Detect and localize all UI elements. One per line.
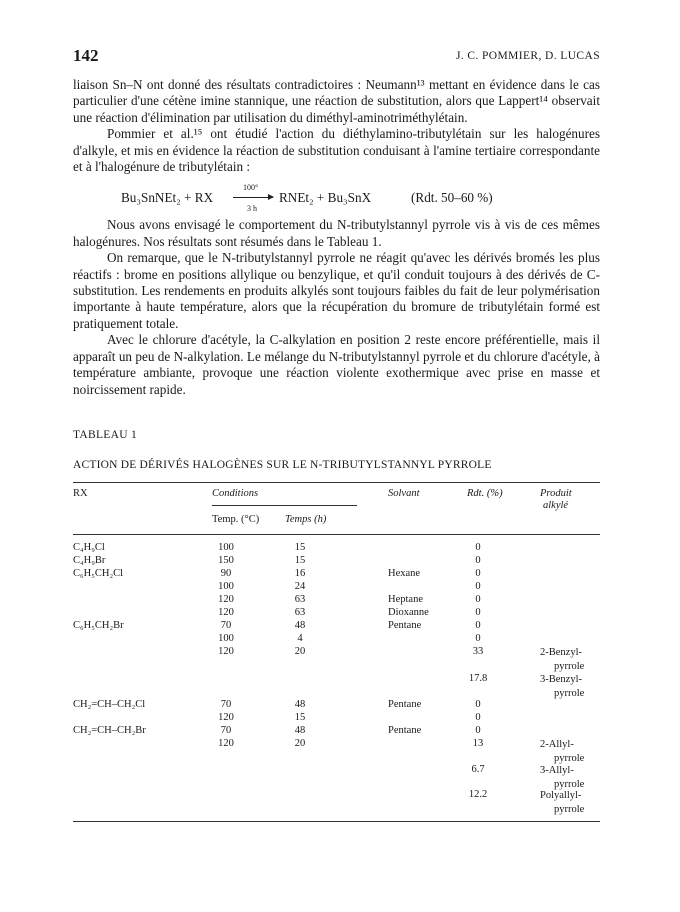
- cell-yield: 13: [472, 738, 484, 749]
- cell-yield: 0: [475, 712, 481, 723]
- cell-time: 15: [294, 542, 306, 553]
- cell-product: [540, 738, 584, 766]
- cell-rx: C₆H₅CH₂Br: [73, 620, 124, 631]
- paragraph-2: Pommier et al.¹⁵ ont étudié l'action du diéthylamino-tributylétain sur les halogénures d'alkyle, et mis en évidence la réaction de substitution conduisant à l'amine tertiaire correspondante et à l'halogénure de tributylétain :: [73, 126, 600, 175]
- body-text: [73, 77, 600, 398]
- cell-time: 48: [294, 725, 306, 736]
- cell-time: 15: [294, 712, 306, 723]
- cell-temp: 100: [218, 581, 234, 592]
- product-name-line-1: Polyallyl-: [540, 790, 582, 801]
- cell-time: 48: [294, 699, 306, 710]
- cell-yield: 0: [475, 555, 481, 566]
- cell-yield: 33: [472, 646, 484, 657]
- reaction-arrow: [233, 197, 273, 198]
- cell-rx: C₄H₉Br: [73, 555, 106, 566]
- cell-time: 63: [294, 594, 306, 605]
- cell-time: 4: [297, 633, 303, 644]
- cell-temp: 120: [218, 646, 234, 657]
- cell-temp: 90: [220, 568, 232, 579]
- cell-time: 48: [294, 620, 306, 631]
- cell-temp: 70: [220, 725, 232, 736]
- cell-solvent: Hexane: [388, 568, 421, 579]
- product-name-line-1: 2-Allyl-: [540, 739, 574, 750]
- cell-yield: 12.2: [468, 789, 488, 800]
- cell-yield: 17.8: [468, 673, 488, 684]
- paragraph-1: liaison Sn–N ont donné des résultats contradictoires : Neumann¹³ mettant en évidence dans le cas particulier d'une cétène imine stannique, une réaction de substitution, alors que Lappert¹⁴ observait une réaction d'élimination par utilisation du diméthyl-aminotriméthylétain.: [73, 77, 600, 125]
- conditions-rule: [212, 505, 357, 506]
- cell-temp: 120: [218, 594, 234, 605]
- cell-rx: CH₂=CH–CH₂Cl: [73, 699, 146, 710]
- cell-time: 15: [294, 555, 306, 566]
- paragraph-4: On remarque, que le N-tributylstannyl pyrrole ne réagit qu'avec les dérivés bromés les plus réactifs : brome en positions allylique ou benzylique, et qu'il conduit toujours à des dérivés de C-substitution. Les rendements en produits alkylés sont toujours faibles du fait de leur polymérisation importante à haute température, alors que la récupération du bromure de tributylétain formé est pratiquement totale.: [73, 250, 600, 331]
- table-bottom-rule: [73, 821, 600, 822]
- header-solvent: Solvant: [388, 488, 420, 499]
- cell-yield: 0: [475, 633, 481, 644]
- cell-product: [540, 789, 584, 817]
- equation-products: RNEt₂ + Bu₃SnX: [279, 190, 372, 206]
- cell-yield: 6.7: [471, 764, 485, 775]
- page-header: [73, 46, 600, 68]
- equation-reactants: Bu₃SnNEt₂ + RX: [121, 190, 214, 206]
- reaction-equation: [121, 180, 600, 214]
- table-title: ACTION DE DÉRIVÉS HALOGÈNES SUR LE N-TRIBUTYLSTANNYL PYRROLE: [73, 459, 492, 471]
- product-name-line-2: pyrrole: [554, 661, 585, 672]
- cell-solvent: Pentane: [388, 699, 422, 710]
- cell-solvent: Pentane: [388, 620, 422, 631]
- cell-solvent: Pentane: [388, 725, 422, 736]
- header-temp: Temp. (°C): [212, 514, 260, 525]
- cell-yield: 0: [475, 620, 481, 631]
- cell-time: 20: [294, 646, 306, 657]
- equation-condition-time: 3 h: [247, 204, 257, 214]
- cell-yield: 0: [475, 542, 481, 553]
- equation-condition-temp: 100°: [243, 183, 259, 193]
- header-product-2: alkylé: [543, 500, 569, 511]
- cell-temp: 70: [220, 699, 232, 710]
- cell-time: 20: [294, 738, 306, 749]
- product-name-line-2: pyrrole: [554, 804, 585, 815]
- cell-solvent: Heptane: [388, 594, 423, 605]
- cell-temp: 100: [218, 633, 234, 644]
- product-name-line-1: 3-Allyl-: [540, 765, 574, 776]
- cell-yield: 0: [475, 594, 481, 605]
- cell-yield: 0: [475, 607, 481, 618]
- product-name-line-2: pyrrole: [554, 688, 585, 699]
- header-bottom-rule: [73, 534, 600, 535]
- cell-yield: 0: [475, 581, 481, 592]
- equation-yield: (Rdt. 50–60 %): [411, 190, 493, 206]
- cell-time: 16: [294, 568, 306, 579]
- cell-rx: C₄H₉Cl: [73, 542, 105, 553]
- table-label: TABLEAU 1: [73, 429, 138, 441]
- running-head: J. C. POMMIER, D. LUCAS: [455, 50, 600, 62]
- cell-time: 63: [294, 607, 306, 618]
- cell-rx: C₆H₅CH₂Cl: [73, 568, 124, 579]
- cell-temp: 70: [220, 620, 232, 631]
- table-top-rule: [73, 482, 600, 483]
- cell-rx: CH₂=CH–CH₂Br: [73, 725, 146, 736]
- cell-product: [540, 646, 584, 674]
- header-yield: Rdt. (%): [467, 488, 503, 499]
- product-name-line-2: pyrrole: [554, 779, 585, 790]
- cell-yield: 0: [475, 699, 481, 710]
- cell-temp: 120: [218, 607, 234, 618]
- paragraph-5: Avec le chlorure d'acétyle, la C-alkylation en position 2 reste encore préférentielle, mais il apparaît un peu de N-alkylation. Le mélange du N-tributylstannyl pyrrole et du chlorure d'acétyle, à température ambiante, provoque une réaction violente exothermique avec prise en masse et noircissement rapide.: [73, 332, 600, 397]
- header-product: Produit: [540, 488, 572, 499]
- header-conditions: Conditions: [212, 488, 259, 499]
- header-time: Temps (h): [285, 514, 327, 525]
- cell-temp: 120: [218, 712, 234, 723]
- cell-temp: 100: [218, 542, 234, 553]
- product-name-line-1: 2-Benzyl-: [540, 647, 582, 658]
- product-name-line-1: 3-Benzyl-: [540, 674, 582, 685]
- cell-yield: 0: [475, 725, 481, 736]
- paragraph-3: Nous avons envisagé le comportement du N-tributylstannyl pyrrole vis à vis de ces mêmes halogénures. Nos résultats sont résumés dans le Tableau 1.: [73, 217, 600, 249]
- cell-yield: 0: [475, 568, 481, 579]
- product-name-line-2: pyrrole: [554, 753, 585, 764]
- cell-product: [540, 764, 584, 792]
- cell-temp: 120: [218, 738, 234, 749]
- cell-time: 24: [294, 581, 306, 592]
- page-number: 142: [73, 46, 99, 65]
- cell-solvent: Dioxanne: [388, 607, 429, 618]
- cell-product: [540, 673, 584, 701]
- cell-temp: 150: [218, 555, 234, 566]
- header-rx: RX: [73, 488, 88, 499]
